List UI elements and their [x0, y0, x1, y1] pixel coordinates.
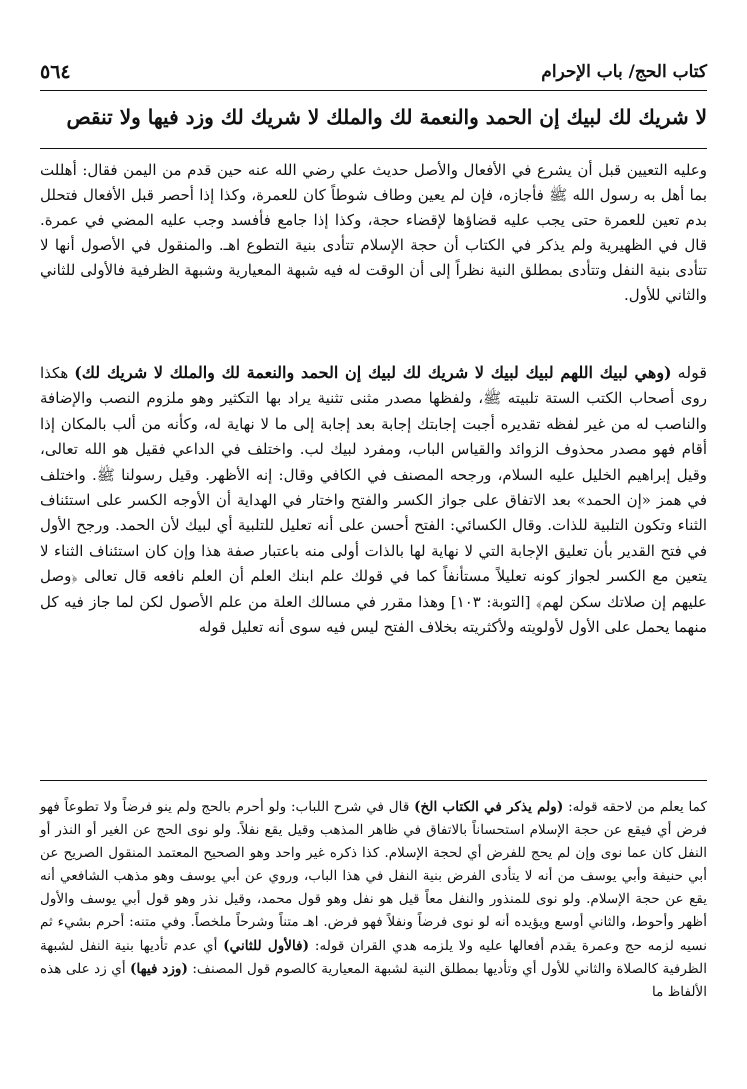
header-divider — [40, 90, 707, 91]
page-number: ٥٦٤ — [40, 61, 71, 83]
footnote-intro: كما يعلم من لاحقه قوله: — [568, 799, 707, 815]
footnote-divider — [40, 780, 707, 781]
page-header — [40, 55, 707, 89]
footnote-quote-1: (ولم يذكر في الكتاب الخ) — [414, 799, 564, 815]
footnote-text-2: أي عدم تأديها بنية النفل لشبهة الظرفية كالصلاة والثاني للأول أي وتأديها بمطلق النية لشبهة المعيارية كالصوم قول المصنف: — [40, 937, 707, 977]
footnote-text-3: أي زد على هذه الألفاظ ما — [40, 960, 707, 1000]
running-title: كتاب الحج/ باب الإحرام — [541, 62, 707, 82]
matn-text: لا شريك لك لبيك إن الحمد والنعمة لك والملك لا شريك لك وزد فيها ولا تنقص — [66, 105, 707, 129]
footnote-block — [40, 796, 707, 1004]
paragraph-2-body: هكذا روى أصحاب الكتب الستة تلبيته ﷺ، ولفظها مصدر مثنى تثنية يراد بها التكثير وهو ملزوم النصب والإضافة والناصب له من غير لفظه تقديره أجبت إجابتك إجابة بعد إجابة إلى ما لا نهاية له، وكأنه من ألب بالمكان إذا أقام فهو مصدر محذوف الزوائد والقياس الباب، ومفرد لبيك لب. واختلف في الداعي فقيل هو الله تعالى، وقيل إبراهيم الخليل عليه السلام، ورجحه المصنف في الكافي وقال: إنه الأظهر. وقيل رسولنا ﷺ. واختلف في همز «إن الحمد» بعد الاتفاق على جواز الكسر والفتح واختار في الهداية أن الأوجه الكسر على استئناف الثناء وتكون التلبية للذات. وقال الكسائي: الفتح أحسن على أنه تعليل للتلبية أي لبيك لأن الحمد. ورجح الأول في فتح القدير بأن تعليق الإجابة التي لا نهاية لها بالذات أولى منه باعتبار صفة هذا وإن كان استئناف الثناء لا يتعين مع الكسر لجواز كونه تعليلاً مستأنفاً كما في قولك علم ابنك العلم أن العلم نافعه قال تعالى ﴿وصل عليهم إن صلاتك سكن لهم﴾ [التوبة: ١٠٣] وهذا مقرر في مسالك العلة من علم الأصول لكن لما جاز فيه كل منهما يحمل على الأول لأولويته ولأكثريته بخلاف الفتح ليس فيه سوى أنه تعليل قوله — [40, 364, 707, 637]
footnote-quote-2: (فالأول للثاني) — [223, 937, 310, 954]
footnote-quote-3: (وزد فيها) — [130, 960, 188, 977]
quoted-matn: (وهي لبيك اللهم لبيك لبيك لا شريك لك لبيك إن الحمد والنعمة لك والملك لا شريك لك) — [74, 363, 672, 382]
matn-divider — [40, 148, 707, 149]
commentary-paragraph-1: وعليه التعيين قبل أن يشرع في الأفعال والأصل حديث علي رضي الله عنه حين قدم من اليمن فقال: أهللت بما أهل به رسول الله ﷺ فأجازه، فإن لم يعين وطاف شوطاً كان للعمرة، وكذا إذا أحصر قبل الأفعال فتحلل بدم تعين للعمرة حتى يجب عليه قضاؤها لإقضاء حجة، وكذا إذا جامع فأفسد وجب عليه المضي في عمرة. قال في الظهيرية ولم يذكر في الكتاب أن حجة الإسلام تتأدى بنية التطوع اهـ. والمنقول في الأصول أنها لا تتأدى بنية النفل وتتأدى بمطلق النية نظراً إلى أن الوقت له فيه شبهة المعيارية وشبهة الظرفية فالأولى للثاني والثاني للأول. — [40, 161, 707, 304]
commentary-paragraph-2 — [40, 360, 707, 640]
lead-in: قوله — [677, 363, 707, 382]
footnote-text-1: قال في شرح اللباب: ولو أحرم بالحج ولم ينو فرضاً ولا تطوعاً فهو فرض أي فيقع عن حجة الإسلام استحساناً بالاتفاق في ظاهر المذهب وقيل يقع نفلاً. ولو نوى الحج عن الغير أو النذر أو النفل كان عما نوى وإن لم يحج للفرض أي لحجة الإسلام. كذا ذكره غير واحد وهو الصحيح المعتمد المنقول الصريح عن أبي حنيفة وأبي يوسف من أنه لا يتأدى الفرض بنية النفل في هذا الباب، وروي عن أبي يوسف وهو مذهب الشافعي أنه يقع عن حجة الإسلام. ولو نوى للمنذور والنفل معاً قيل هو نفل وهو قول محمد، وقيل نذر وهو قول أبي يوسف والأول أظهر وأحوط، والثاني أوسع ويؤيده أنه لو نوى فرضاً ونفلاً فهو فرض. اهـ متناً وشرحاً ملخصاً. وفي متنه: أحرم بشيء ثم نسيه لزمه حج وعمرة يقدم أفعالها عليه ولا يلزمه هدي القران قوله: — [40, 799, 707, 954]
